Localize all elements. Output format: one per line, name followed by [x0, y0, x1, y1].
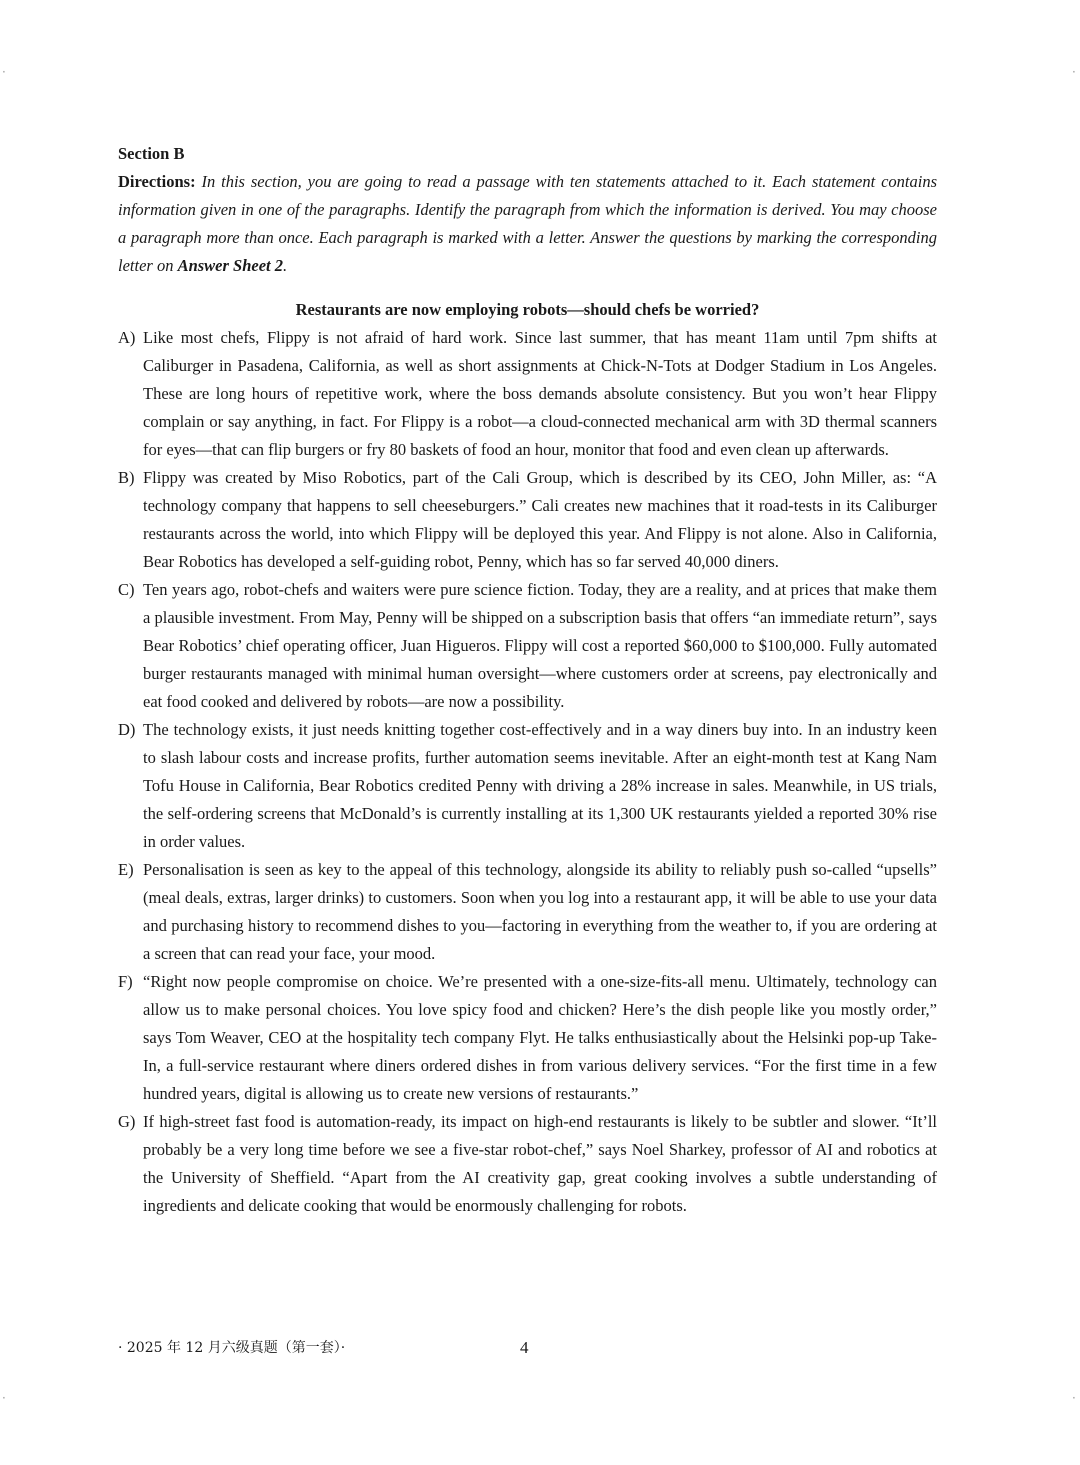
paragraph [118, 576, 937, 716]
paragraph-text: Ten years ago, robot-chefs and waiters were pure science fiction. Today, they are a reality, and at prices that make them a plausible investment. From May, Penny will be shipped on a subscription basis that offers “an immediate return”, says Bear Robotics’ chief operating officer, Juan Higueros. Flippy will cost a reported $60,000 to $100,000. Fully automated burger restaurants managed with minimal human oversight—where customers order at screens, pay electronically and eat food cooked and delivered by robots—are now a possibility. [143, 580, 937, 711]
paragraph-text: The technology exists, it just needs knitting together cost-effectively and in a way diners buy into. In an industry keen to slash labour costs and increase profits, further automation seems inevitable. After an eight-month test at Kang Nam Tofu House in California, Bear Robotics credited Penny with driving a 28% increase in sales. Meanwhile, in US trials, the self-ordering screens that McDonald’s is currently installing at its 1,300 UK restaurants yielded a reported 30% rise in order values. [143, 720, 937, 851]
paragraph [118, 968, 937, 1108]
crop-mark: · [1072, 1391, 1076, 1405]
crop-mark: · [2, 1391, 6, 1405]
page-content [118, 140, 937, 1220]
paragraph-letter: B) [118, 468, 135, 487]
paragraph [118, 464, 937, 576]
paragraph-letter: E) [118, 860, 134, 879]
paragraph-letter: C) [118, 580, 135, 599]
paragraph-letter: A) [118, 328, 136, 347]
crop-mark: · [1072, 65, 1076, 79]
paragraph [118, 1108, 937, 1220]
passage-body [118, 324, 937, 1220]
page-number: 4 [520, 1338, 529, 1357]
crop-mark: · [2, 65, 6, 79]
paragraph-text: Like most chefs, Flippy is not afraid of hard work. Since last summer, that has meant 11am until 7pm shifts at Caliburger in Pasadena, California, as well as short assignments at Chick-N-Tots at Dodger Stadium in Los Angeles. These are long hours of repetitive work, where the boss demands absolute consistency. But you won’t hear Flippy complain or say anything, in fact. For Flippy is a robot—a cloud-connected mechanical arm with 3D thermal scanners for eyes—that can flip burgers or fry 80 baskets of food an hour, monitor that food and even clean up afterwards. [143, 328, 937, 459]
paragraph-letter: G) [118, 1112, 136, 1131]
paragraph-text: “Right now people compromise on choice. We’re presented with a one-size-fits-all menu. Ultimately, technology can allow us to make personal choices. You love spicy food and chicken? Here’s the dish people like you mostly order,” says Tom Weaver, CEO at the hospitality tech company Flyt. He talks enthusiastically about the Helsinki pop-up Take-In, a full-service restaurant where diners ordered dishes in from various delivery services. “For the first time in a few hundred years, digital is allowing us to create new versions of restaurants.” [143, 972, 937, 1103]
paragraph [118, 856, 937, 968]
paragraph-letter: F) [118, 972, 133, 991]
section-heading: Section B [118, 144, 185, 163]
paragraph [118, 716, 937, 856]
paragraph [118, 324, 937, 464]
directions-text: In this section, you are going to read a passage with ten statements attached to it. Each statement contains information given in one of the paragraphs. Identify the paragraph from which the information is derived. You may choose a paragraph more than once. Each paragraph is marked with a letter. Answer the questions by marking the corresponding letter on [118, 172, 938, 275]
directions [118, 168, 937, 280]
directions-label: Directions: [118, 172, 196, 191]
directions-end: . [283, 256, 288, 275]
exam-source: · 2025 年 12 月六级真题（第一套）· [118, 1340, 346, 1356]
answer-sheet-ref: Answer Sheet 2 [177, 256, 284, 275]
paragraph-letter: D) [118, 720, 136, 739]
paragraph-text: Personalisation is seen as key to the appeal of this technology, alongside its ability to reliably push so-called “upsells” (meal deals, extras, larger drinks) to customers. Soon when you log into a restaurant app, it will be able to use your data and purchasing history to recommend dishes to you—factoring in everything from the weather to, if you are ordering at a screen that can read your face, your mood. [143, 860, 937, 963]
passage-title: Restaurants are now employing robots—should chefs be worried? [295, 300, 760, 319]
paragraph-text: Flippy was created by Miso Robotics, part of the Cali Group, which is described by its CEO, John Miller, as: “A technology company that happens to sell cheeseburgers.” Cali creates new machines that it road-tests in its Caliburger restaurants across the world, into which Flippy will be deployed this year. And Flippy is not alone. Also in California, Bear Robotics has developed a self-guiding robot, Penny, which has so far served 40,000 diners. [143, 468, 937, 571]
paragraph-text: If high-street fast food is automation-ready, its impact on high-end restaurants is likely to be subtler and slower. “It’ll probably be a very long time before we see a five-star robot-chef,” says Noel Sharkey, professor of AI and robotics at the University of Sheffield. “Apart from the AI creativity gap, great cooking involves a subtle understanding of ingredients and delicate cooking that would be enormously challenging for robots. [143, 1112, 937, 1215]
